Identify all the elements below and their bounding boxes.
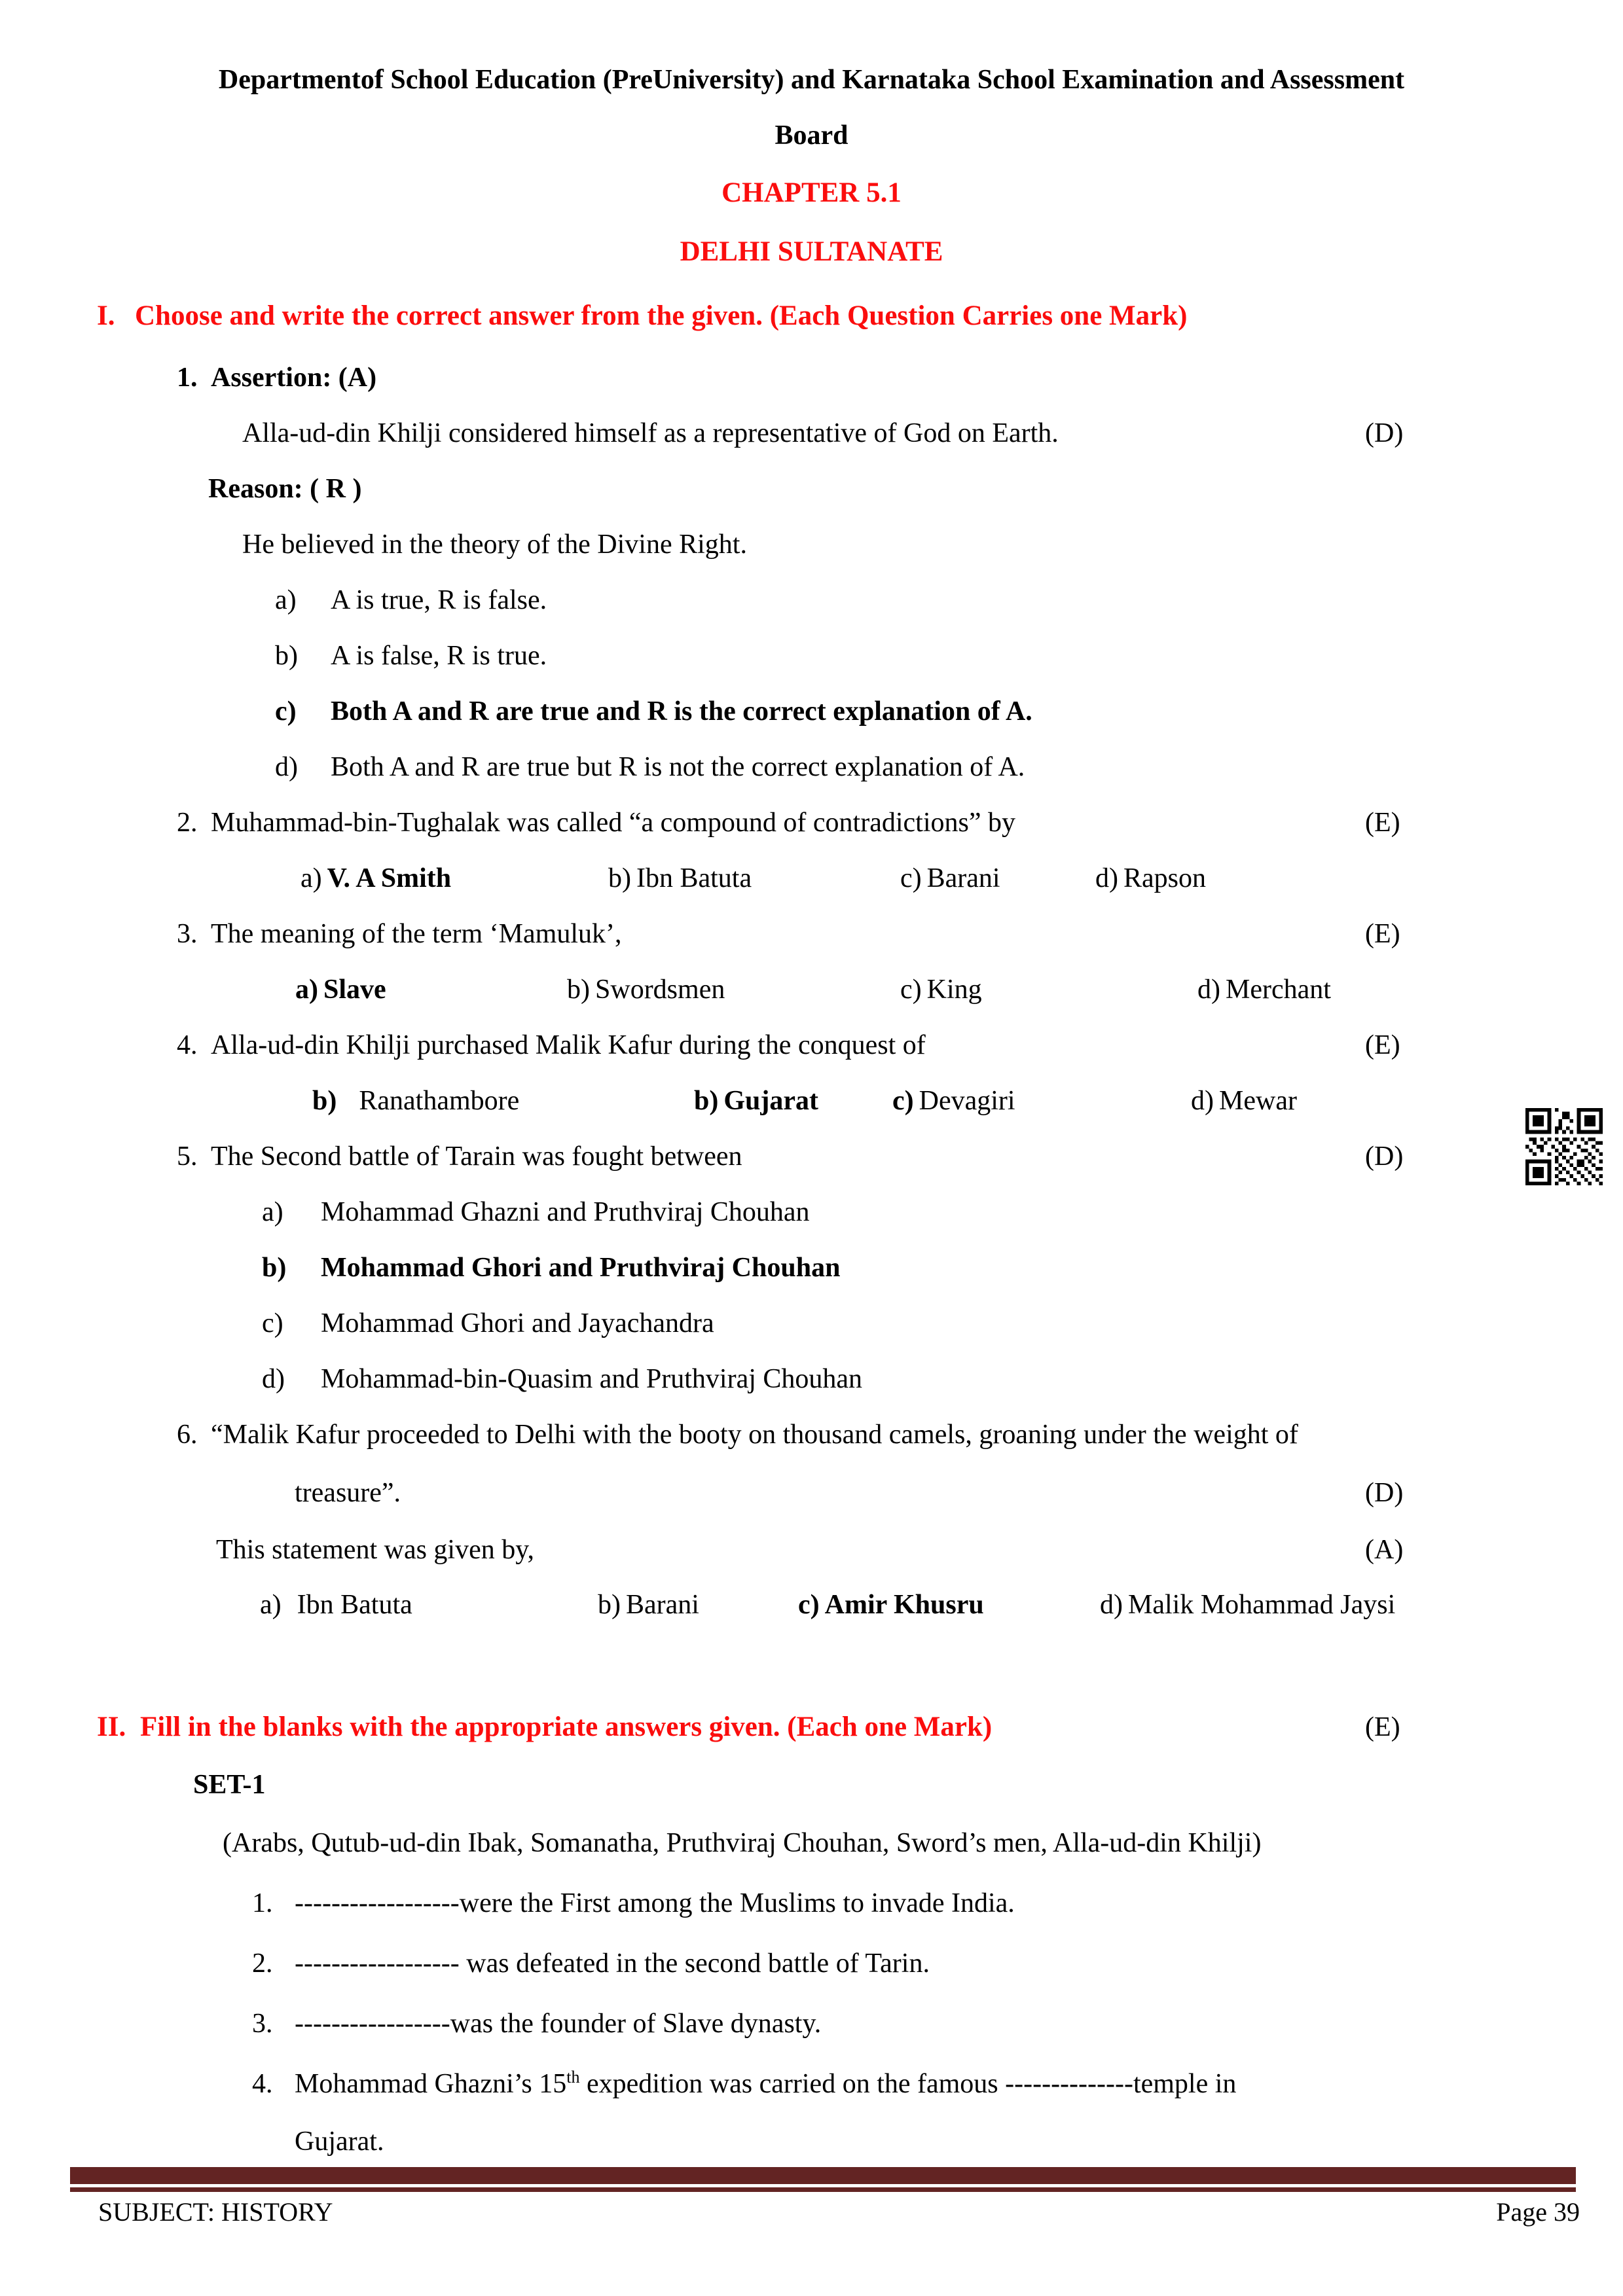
fill-blank-item-1-text: ------------------were the First among the Muslims to invade India. bbox=[295, 1888, 1015, 1918]
answer-mark-q3: (E) bbox=[1365, 919, 1400, 949]
q6-option-a-text: Ibn Batuta bbox=[297, 1590, 412, 1620]
footer bbox=[98, 2194, 1580, 2231]
q5-option-a bbox=[0, 1185, 1623, 1240]
question-3-options bbox=[0, 962, 1623, 1018]
fill-blank-item-2-text: ------------------ was defeated in the second battle of Tarin. bbox=[295, 1948, 930, 1979]
q4-option-3-text: Devagiri bbox=[919, 1086, 1015, 1116]
question-5-text: The Second battle of Tarain was fought between bbox=[211, 1141, 742, 1172]
q4-option-2-letter: b) bbox=[694, 1086, 719, 1116]
q3-option-a-letter: a) bbox=[295, 975, 318, 1005]
q5-option-d-text: Mohammad-bin-Quasim and Pruthviraj Chouhan bbox=[321, 1364, 863, 1394]
q3-option-c-letter: c) bbox=[900, 975, 922, 1005]
section-1-number: I. bbox=[97, 300, 115, 331]
q5-option-b-text: Mohammad Ghori and Pruthviraj Chouhan bbox=[321, 1253, 841, 1283]
question-1-reason-text: He believed in the theory of the Divine Right. bbox=[242, 529, 747, 560]
question-1-assertion bbox=[0, 406, 1623, 461]
q3-option-d-letter: d) bbox=[1197, 975, 1220, 1005]
footer-rule-thick bbox=[70, 2167, 1576, 2184]
q1-option-a bbox=[0, 573, 1623, 628]
q4-option-2 bbox=[694, 1073, 818, 1129]
q5-option-b-letter: b) bbox=[262, 1253, 287, 1283]
question-6-number: 6. bbox=[177, 1420, 198, 1450]
question-6-line1: “Malik Kafur proceeded to Delhi with the booty on thousand camels, groaning under the weight of bbox=[211, 1420, 1298, 1450]
question-6 bbox=[0, 1407, 1623, 1463]
q6-option-d-text: Malik Mohammad Jaysi bbox=[1128, 1590, 1396, 1620]
q2-option-d bbox=[1095, 851, 1206, 906]
q2-option-c-text: Barani bbox=[926, 863, 1000, 893]
q1-option-b-letter: b) bbox=[275, 641, 298, 671]
q6-option-d-letter: d) bbox=[1100, 1590, 1123, 1620]
question-6-line2-text: treasure”. bbox=[295, 1478, 401, 1508]
board-header-line1: Departmentof School Education (PreUniversity) and Karnataka School Examination and Assessment bbox=[218, 65, 1405, 95]
fill-blank-item-4-post: expedition was carried on the famous --------------temple in bbox=[579, 2069, 1237, 2099]
q6-option-b bbox=[598, 1577, 699, 1633]
q3-option-a bbox=[295, 962, 386, 1018]
question-2-text: Muhammad-bin-Tughalak was called “a compound of contradictions” by bbox=[211, 808, 1015, 838]
section-1-heading bbox=[0, 281, 1623, 350]
q2-option-a bbox=[301, 851, 451, 906]
q1-option-a-letter: a) bbox=[275, 585, 297, 615]
question-4-options bbox=[0, 1073, 1623, 1129]
q6-option-d bbox=[1100, 1577, 1395, 1633]
q5-option-d-letter: d) bbox=[262, 1364, 285, 1394]
fill-blank-item-1-number: 1. bbox=[252, 1888, 273, 1918]
q4-option-3-letter: c) bbox=[892, 1086, 914, 1116]
question-2-number: 2. bbox=[177, 808, 198, 838]
word-bank: (Arabs, Qutub-ud-din Ibak, Somanatha, Pruthviraj Chouhan, Sword’s men, Alla-ud-din Khilji) bbox=[223, 1828, 1262, 1858]
q4-option-2-text: Gujarat bbox=[723, 1086, 819, 1116]
q6-option-a-letter: a) bbox=[260, 1590, 282, 1620]
q3-option-d-text: Merchant bbox=[1226, 975, 1331, 1005]
fill-blank-item-4 bbox=[0, 2054, 1623, 2114]
q4-option-1-letter: b) bbox=[312, 1086, 337, 1116]
question-4 bbox=[0, 1018, 1623, 1073]
fill-blank-item-1 bbox=[0, 1873, 1623, 1933]
answer-mark-q6-line3: (A) bbox=[1365, 1535, 1404, 1565]
footer-subject: SUBJECT: HISTORY bbox=[98, 2197, 333, 2227]
q1-option-b bbox=[0, 628, 1623, 684]
board-header-line2: Board bbox=[775, 120, 848, 151]
question-1 bbox=[0, 350, 1623, 406]
q2-option-a-text: V. A Smith bbox=[327, 863, 452, 893]
section-2-heading bbox=[0, 1697, 1623, 1757]
footer-page-number: Page 39 bbox=[1496, 2197, 1580, 2227]
question-6-line3-text: This statement was given by, bbox=[216, 1535, 535, 1565]
answer-mark-q1: (D) bbox=[1365, 418, 1404, 448]
question-6-options bbox=[0, 1577, 1623, 1633]
q2-option-b bbox=[608, 851, 752, 906]
question-6-line2 bbox=[0, 1463, 1623, 1523]
question-4-number: 4. bbox=[177, 1030, 198, 1060]
q1-option-c bbox=[0, 684, 1623, 740]
answer-mark-q6-line2: (D) bbox=[1365, 1478, 1404, 1508]
fill-blank-item-4-superscript: th bbox=[566, 2068, 580, 2087]
section-1-heading-text: Choose and write the correct answer from the given. (Each Question Carries one Mark) bbox=[135, 300, 1188, 331]
q1-option-d-text: Both A and R are true but R is not the correct explanation of A. bbox=[331, 752, 1025, 782]
fill-blank-item-2 bbox=[0, 1933, 1623, 1994]
q4-option-4-letter: d) bbox=[1191, 1086, 1214, 1116]
q1-option-d bbox=[0, 740, 1623, 795]
chapter-heading: CHAPTER 5.1 bbox=[721, 177, 902, 208]
answer-mark-q5: (D) bbox=[1365, 1141, 1404, 1172]
q4-option-4 bbox=[1191, 1073, 1297, 1129]
question-5-number: 5. bbox=[177, 1141, 198, 1172]
fill-blank-item-2-number: 2. bbox=[252, 1948, 273, 1979]
q1-option-b-text: A is false, R is true. bbox=[331, 641, 547, 671]
q2-option-c-letter: c) bbox=[900, 863, 922, 893]
section-2-heading-text: Fill in the blanks with the appropriate answers given. (Each one Mark) bbox=[140, 1712, 993, 1742]
q5-option-a-letter: a) bbox=[262, 1197, 283, 1227]
question-3-text: The meaning of the term ‘Mamuluk’, bbox=[211, 919, 622, 949]
q1-option-c-text: Both A and R are true and R is the correct explanation of A. bbox=[331, 696, 1032, 726]
q1-option-c-letter: c) bbox=[275, 696, 297, 726]
question-6-line3 bbox=[0, 1523, 1623, 1577]
q6-option-a bbox=[260, 1577, 412, 1633]
question-4-text: Alla-ud-din Khilji purchased Malik Kafur during the conquest of bbox=[211, 1030, 926, 1060]
qr-code-icon bbox=[1525, 1108, 1603, 1185]
q3-option-d bbox=[1197, 962, 1331, 1018]
question-5 bbox=[0, 1129, 1623, 1185]
q3-option-b-text: Swordsmen bbox=[595, 975, 725, 1005]
q6-option-c-text: Amir Khusru bbox=[824, 1590, 984, 1620]
q6-option-c bbox=[798, 1577, 984, 1633]
fill-blank-item-4-number: 4. bbox=[252, 2069, 273, 2099]
q5-option-c bbox=[0, 1296, 1623, 1352]
q2-option-d-text: Rapson bbox=[1123, 863, 1206, 893]
q4-option-3 bbox=[892, 1073, 1015, 1129]
q3-option-b-letter: b) bbox=[567, 975, 590, 1005]
answer-mark-q2: (E) bbox=[1365, 808, 1400, 838]
q2-option-b-text: Ibn Batuta bbox=[636, 863, 752, 893]
q6-option-c-letter: c) bbox=[798, 1590, 820, 1620]
q4-option-4-text: Mewar bbox=[1219, 1086, 1297, 1116]
question-3-number: 3. bbox=[177, 919, 198, 949]
answer-mark-section2: (E) bbox=[1365, 1712, 1400, 1742]
q4-option-1-text: Ranathambore bbox=[359, 1086, 520, 1116]
set-label: SET-1 bbox=[193, 1770, 266, 1800]
fill-blank-item-4-pre: Mohammad Ghazni’s 15 bbox=[295, 2069, 567, 2099]
q3-option-c bbox=[900, 962, 982, 1018]
question-2-options bbox=[0, 851, 1623, 906]
q2-option-b-letter: b) bbox=[608, 863, 631, 893]
fill-blank-item-3-number: 3. bbox=[252, 2009, 273, 2039]
question-1-reason-label: Reason: ( R ) bbox=[208, 474, 362, 504]
question-2 bbox=[0, 795, 1623, 851]
question-1-number: 1. bbox=[177, 363, 198, 393]
q2-option-d-letter: d) bbox=[1095, 863, 1118, 893]
q3-option-b bbox=[567, 962, 725, 1018]
q5-option-a-text: Mohammad Ghazni and Pruthviraj Chouhan bbox=[321, 1197, 810, 1227]
q5-option-c-text: Mohammad Ghori and Jayachandra bbox=[321, 1308, 714, 1338]
q3-option-c-text: King bbox=[926, 975, 982, 1005]
question-3 bbox=[0, 906, 1623, 962]
q1-option-d-letter: d) bbox=[275, 752, 298, 782]
answer-mark-q4: (E) bbox=[1365, 1030, 1400, 1060]
q5-option-b bbox=[0, 1240, 1623, 1296]
q5-option-c-letter: c) bbox=[262, 1308, 283, 1338]
q5-option-d bbox=[0, 1352, 1623, 1407]
q6-option-b-text: Barani bbox=[626, 1590, 699, 1620]
fill-blank-item-3 bbox=[0, 1994, 1623, 2054]
section-2-number: II. bbox=[97, 1712, 126, 1742]
fill-blank-item-4-continuation: Gujarat. bbox=[295, 2126, 384, 2157]
fill-blank-item-3-text: -----------------was the founder of Slave dynasty. bbox=[295, 2009, 822, 2039]
footer-rule-thin bbox=[70, 2187, 1576, 2192]
q2-option-c bbox=[900, 851, 1000, 906]
q4-option-1 bbox=[312, 1073, 519, 1129]
q6-option-b-letter: b) bbox=[598, 1590, 621, 1620]
page-title: DELHI SULTANATE bbox=[680, 236, 943, 267]
q1-option-a-text: A is true, R is false. bbox=[331, 585, 547, 615]
q3-option-a-text: Slave bbox=[323, 975, 386, 1005]
question-1-label: Assertion: (A) bbox=[211, 363, 377, 393]
assertion-text: Alla-ud-din Khilji considered himself as a representative of God on Earth. bbox=[242, 418, 1059, 448]
q2-option-a-letter: a) bbox=[301, 863, 322, 893]
